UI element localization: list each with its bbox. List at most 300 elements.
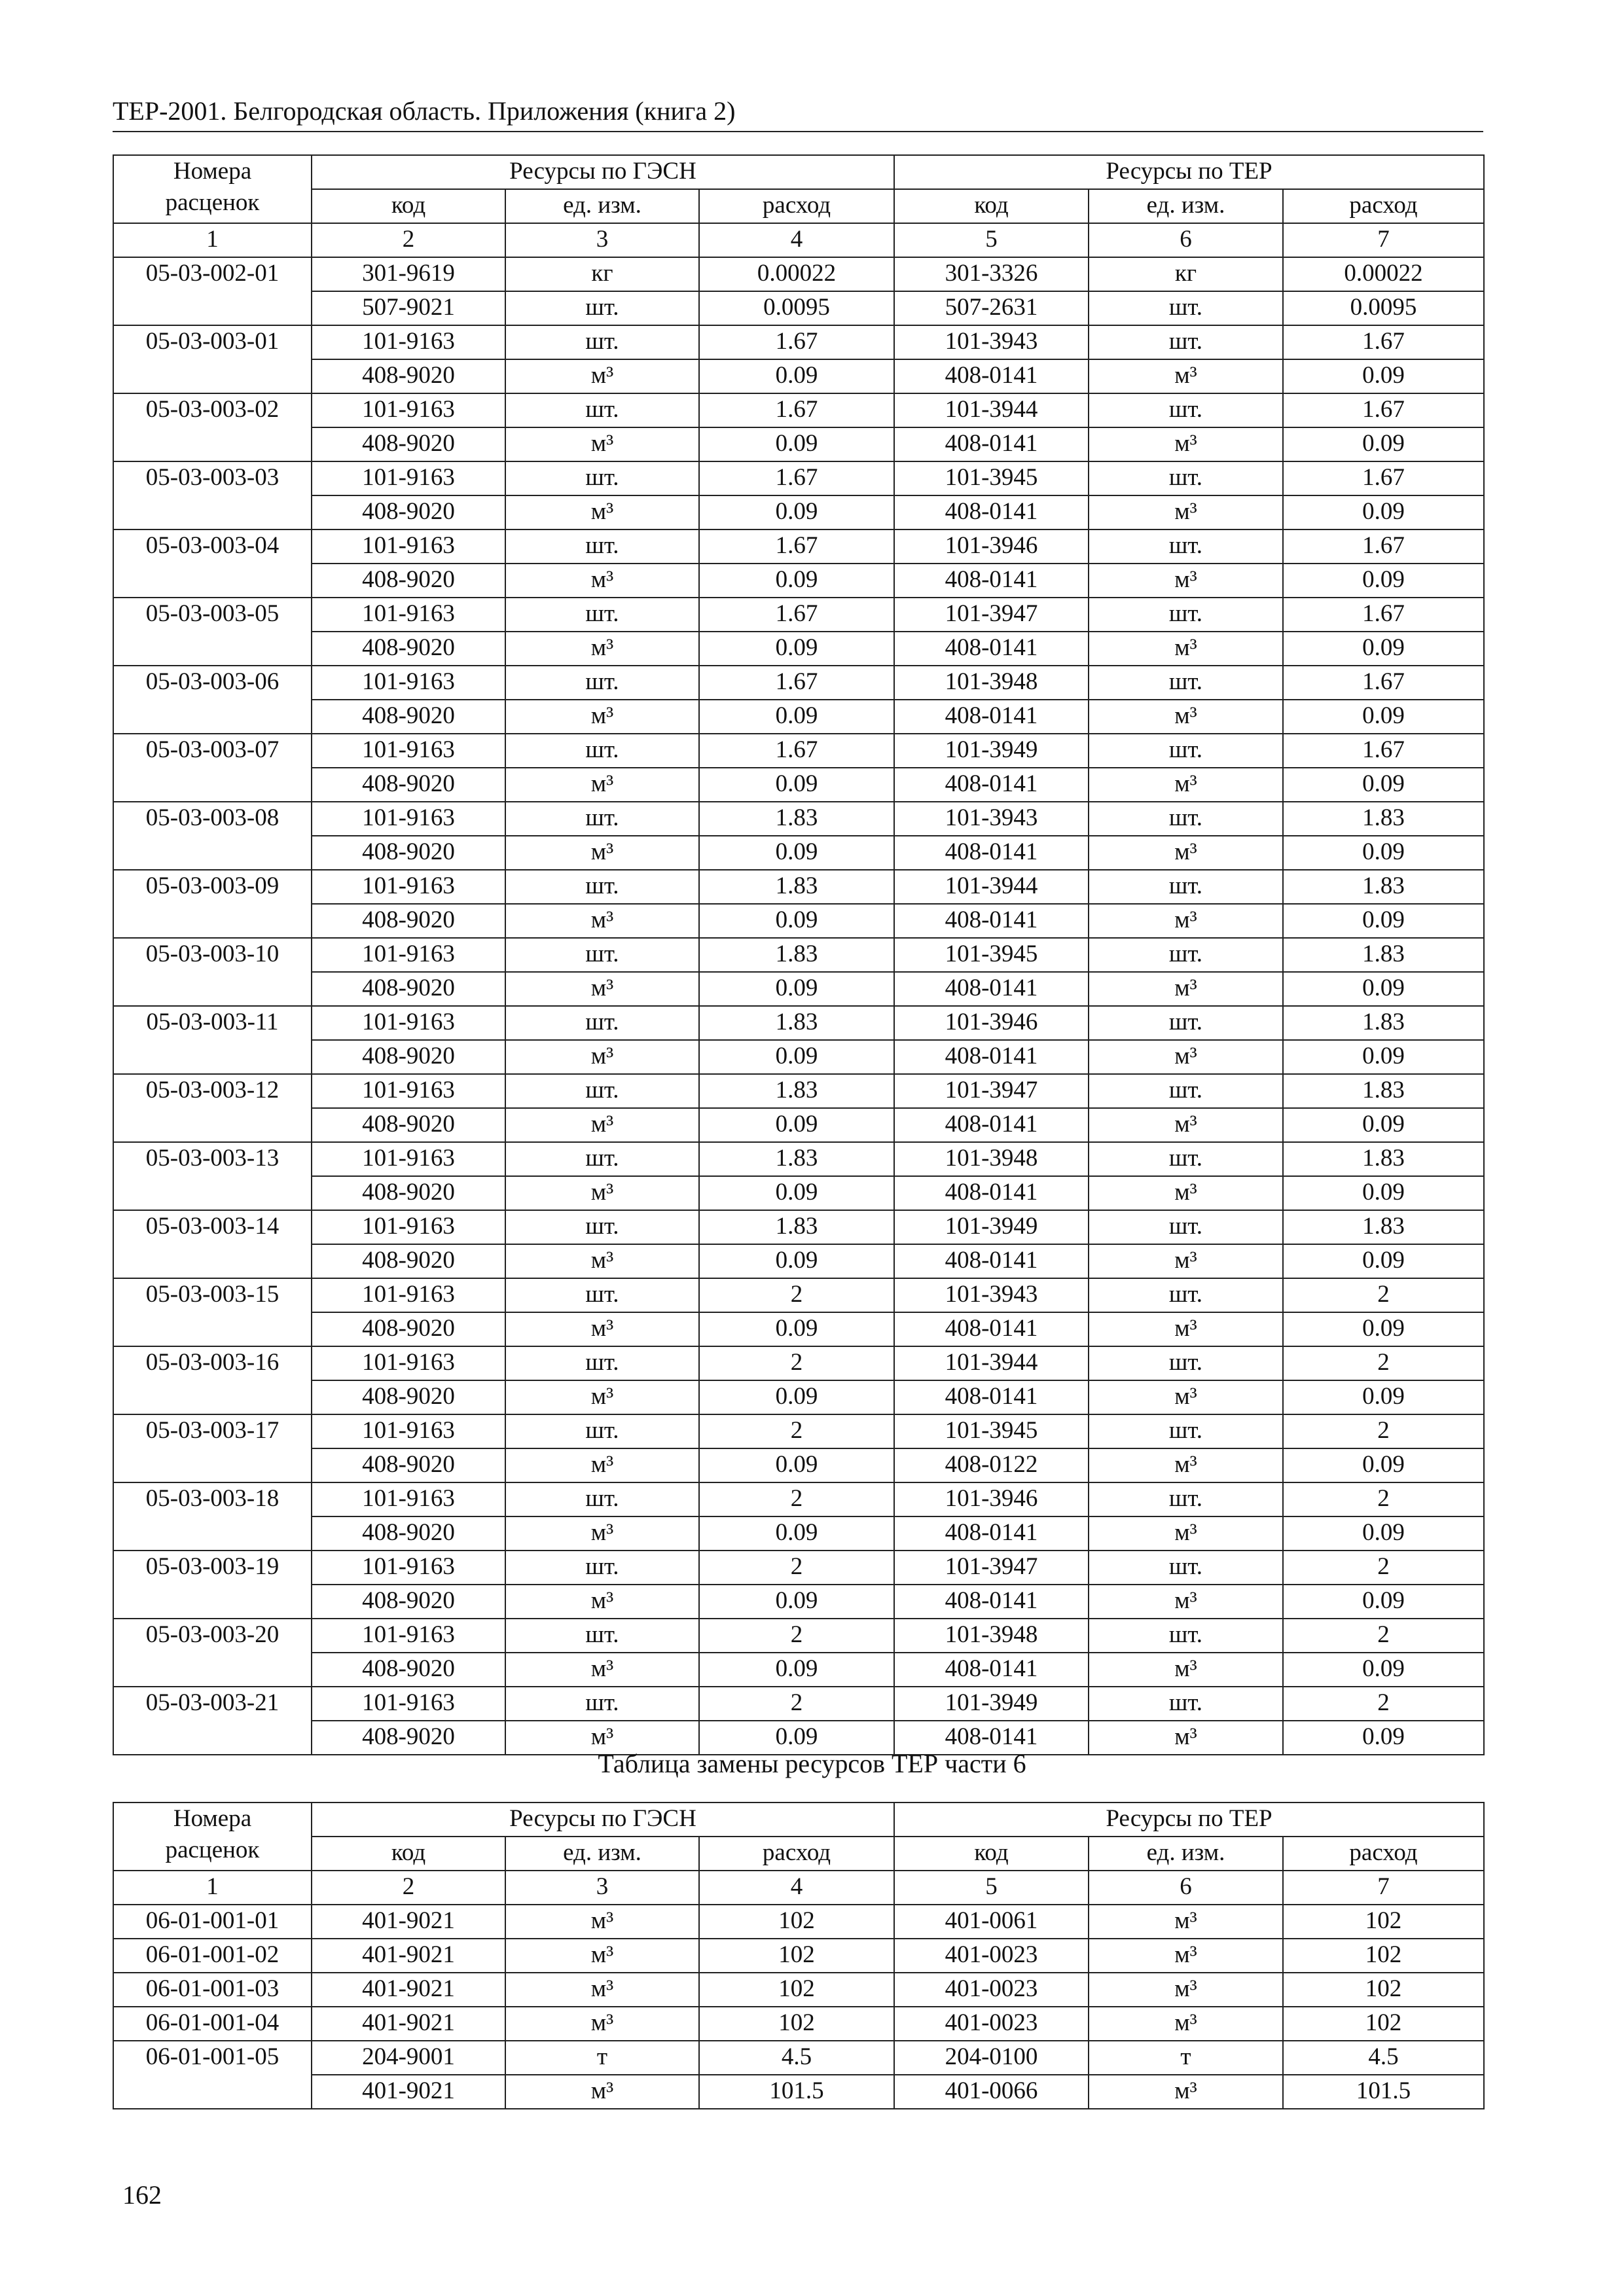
ter-consumption-cell: 0.09	[1283, 904, 1484, 938]
column-number: 2	[312, 223, 505, 257]
gesn-code-cell: 301-9619	[312, 257, 505, 291]
gesn-code-cell: 101-9163	[312, 802, 505, 836]
gesn-consumption-cell: 0.09	[699, 359, 894, 393]
column-number: 3	[505, 1871, 699, 1905]
gesn-unit-cell: м³	[505, 1448, 699, 1482]
ter-code-cell: 401-0066	[894, 2075, 1089, 2109]
header-rate-numbers	[113, 155, 312, 223]
gesn-consumption-cell: 0.09	[699, 1516, 894, 1551]
gesn-unit-cell: м³	[505, 1108, 699, 1142]
ter-code-cell: 408-0141	[894, 359, 1089, 393]
header-ter-resources: Ресурсы по ТЕР	[894, 1803, 1484, 1837]
gesn-consumption-cell: 4.5	[699, 2041, 894, 2075]
gesn-unit-cell: м³	[505, 1585, 699, 1619]
ter-unit-cell: м³	[1089, 1653, 1283, 1687]
gesn-consumption-cell: 1.67	[699, 666, 894, 700]
ter-consumption-cell: 2	[1283, 1687, 1484, 1721]
ter-consumption-cell: 0.09	[1283, 768, 1484, 802]
table-row	[113, 1973, 1484, 2007]
ter-code-cell: 408-0141	[894, 1721, 1089, 1755]
header-rate-numbers-line1: Номера	[173, 158, 252, 185]
gesn-consumption-cell: 0.09	[699, 564, 894, 598]
column-number: 7	[1283, 1871, 1484, 1905]
ter-consumption-cell: 0.09	[1283, 1244, 1484, 1278]
ter-code-cell: 101-3946	[894, 1482, 1089, 1516]
gesn-code-cell: 101-9163	[312, 1687, 505, 1721]
ter-consumption-cell: 101.5	[1283, 2075, 1484, 2109]
gesn-code-cell: 408-9020	[312, 1448, 505, 1482]
ter-unit-cell: шт.	[1089, 461, 1283, 495]
gesn-unit-cell: шт.	[505, 1482, 699, 1516]
ter-unit-cell: м³	[1089, 1108, 1283, 1142]
ter-consumption-cell: 0.09	[1283, 564, 1484, 598]
gesn-code-cell: 101-9163	[312, 393, 505, 427]
gesn-consumption-cell: 102	[699, 2007, 894, 2041]
gesn-consumption-cell: 1.67	[699, 393, 894, 427]
gesn-consumption-cell: 2	[699, 1278, 894, 1312]
gesn-consumption-cell: 0.09	[699, 1585, 894, 1619]
table-row	[113, 257, 1484, 291]
ter-code-cell: 204-0100	[894, 2041, 1089, 2075]
gesn-consumption-cell: 0.09	[699, 427, 894, 461]
table-row	[113, 904, 1484, 938]
header-gesn-unit: ед. изм.	[505, 189, 699, 223]
gesn-code-cell: 101-9163	[312, 1346, 505, 1380]
gesn-code-cell: 507-9021	[312, 291, 505, 325]
rate-number-cell: 05-03-003-15	[113, 1278, 312, 1346]
ter-unit-cell: м³	[1089, 1380, 1283, 1414]
ter-consumption-cell: 2	[1283, 1482, 1484, 1516]
header-gesn-code: код	[312, 1837, 505, 1871]
ter-code-cell: 408-0141	[894, 1108, 1089, 1142]
gesn-code-cell: 101-9163	[312, 870, 505, 904]
table-row	[113, 2075, 1484, 2109]
ter-unit-cell: м³	[1089, 1585, 1283, 1619]
column-number: 7	[1283, 223, 1484, 257]
gesn-consumption-cell: 1.83	[699, 1210, 894, 1244]
gesn-unit-cell: шт.	[505, 1278, 699, 1312]
ter-code-cell: 101-3949	[894, 1210, 1089, 1244]
gesn-consumption-cell: 1.67	[699, 529, 894, 564]
table-body	[113, 1905, 1484, 2109]
ter-code-cell: 408-0141	[894, 1653, 1089, 1687]
ter-unit-cell: шт.	[1089, 870, 1283, 904]
rate-number-cell: 05-03-003-06	[113, 666, 312, 734]
ter-consumption-cell: 0.09	[1283, 836, 1484, 870]
gesn-code-cell: 101-9163	[312, 1414, 505, 1448]
gesn-unit-cell: м³	[505, 427, 699, 461]
table-row	[113, 393, 1484, 427]
ter-code-cell: 101-3948	[894, 1619, 1089, 1653]
gesn-code-cell: 408-9020	[312, 1380, 505, 1414]
table-row	[113, 427, 1484, 461]
header-gesn-resources: Ресурсы по ГЭСН	[312, 1803, 894, 1837]
gesn-code-cell: 408-9020	[312, 1108, 505, 1142]
gesn-unit-cell: шт.	[505, 1551, 699, 1585]
header-gesn-consumption: расход	[699, 1837, 894, 1871]
header-divider	[113, 131, 1483, 132]
ter-code-cell: 408-0141	[894, 1312, 1089, 1346]
gesn-consumption-cell: 0.09	[699, 972, 894, 1006]
table-row	[113, 461, 1484, 495]
gesn-consumption-cell: 0.09	[699, 1176, 894, 1210]
header-ter-unit: ед. изм.	[1089, 1837, 1283, 1871]
ter-consumption-cell: 0.09	[1283, 1108, 1484, 1142]
gesn-unit-cell: шт.	[505, 461, 699, 495]
header-gesn-unit: ед. изм.	[505, 1837, 699, 1871]
ter-code-cell: 408-0141	[894, 1380, 1089, 1414]
ter-code-cell: 101-3945	[894, 461, 1089, 495]
gesn-unit-cell: шт.	[505, 325, 699, 359]
ter-code-cell: 101-3944	[894, 393, 1089, 427]
ter-code-cell: 101-3947	[894, 598, 1089, 632]
gesn-unit-cell: м³	[505, 2075, 699, 2109]
ter-unit-cell: м³	[1089, 2075, 1283, 2109]
gesn-code-cell: 101-9163	[312, 938, 505, 972]
rate-number-cell: 06-01-001-01	[113, 1905, 312, 1939]
gesn-code-cell: 401-9021	[312, 1939, 505, 1973]
ter-unit-cell: м³	[1089, 1905, 1283, 1939]
ter-consumption-cell: 0.09	[1283, 495, 1484, 529]
ter-unit-cell: шт.	[1089, 938, 1283, 972]
gesn-code-cell: 408-9020	[312, 1721, 505, 1755]
gesn-code-cell: 204-9001	[312, 2041, 505, 2075]
table-row	[113, 1516, 1484, 1551]
table-row	[113, 768, 1484, 802]
ter-unit-cell: т	[1089, 2041, 1283, 2075]
ter-unit-cell: шт.	[1089, 1346, 1283, 1380]
ter-unit-cell: шт.	[1089, 1551, 1283, 1585]
gesn-code-cell: 408-9020	[312, 564, 505, 598]
ter-code-cell: 101-3945	[894, 1414, 1089, 1448]
ter-code-cell: 408-0141	[894, 1244, 1089, 1278]
table-row	[113, 1551, 1484, 1585]
gesn-code-cell: 408-9020	[312, 1516, 505, 1551]
gesn-consumption-cell: 101.5	[699, 2075, 894, 2109]
header-gesn-resources: Ресурсы по ГЭСН	[312, 155, 894, 189]
ter-consumption-cell: 0.09	[1283, 427, 1484, 461]
ter-code-cell: 408-0141	[894, 1176, 1089, 1210]
gesn-unit-cell: шт.	[505, 393, 699, 427]
rate-number-cell: 05-03-003-12	[113, 1074, 312, 1142]
rate-number-cell: 05-03-003-09	[113, 870, 312, 938]
ter-unit-cell: м³	[1089, 1176, 1283, 1210]
ter-code-cell: 408-0141	[894, 972, 1089, 1006]
gesn-code-cell: 101-9163	[312, 1142, 505, 1176]
table-row	[113, 870, 1484, 904]
ter-unit-cell: шт.	[1089, 291, 1283, 325]
ter-unit-cell: шт.	[1089, 1074, 1283, 1108]
table-row	[113, 802, 1484, 836]
ter-unit-cell: м³	[1089, 1040, 1283, 1074]
header-ter-consumption: расход	[1283, 1837, 1484, 1871]
table-row	[113, 1176, 1484, 1210]
gesn-unit-cell: м³	[505, 1939, 699, 1973]
rate-number-cell: 05-03-003-02	[113, 393, 312, 461]
gesn-consumption-cell: 0.09	[699, 836, 894, 870]
column-number: 1	[113, 223, 312, 257]
gesn-unit-cell: шт.	[505, 1687, 699, 1721]
header-ter-unit: ед. изм.	[1089, 189, 1283, 223]
gesn-code-cell: 101-9163	[312, 1074, 505, 1108]
header-rate-numbers-line2: расценок	[165, 189, 260, 216]
table-row	[113, 836, 1484, 870]
table-row	[113, 1312, 1484, 1346]
ter-code-cell: 101-3943	[894, 1278, 1089, 1312]
ter-unit-cell: м³	[1089, 495, 1283, 529]
ter-code-cell: 101-3948	[894, 666, 1089, 700]
gesn-code-cell: 101-9163	[312, 1278, 505, 1312]
gesn-consumption-cell: 2	[699, 1414, 894, 1448]
ter-consumption-cell: 1.67	[1283, 666, 1484, 700]
table-row	[113, 734, 1484, 768]
rate-number-cell: 06-01-001-02	[113, 1939, 312, 1973]
ter-unit-cell: м³	[1089, 564, 1283, 598]
gesn-consumption-cell: 1.83	[699, 938, 894, 972]
ter-code-cell: 408-0141	[894, 1040, 1089, 1074]
table-row	[113, 2007, 1484, 2041]
ter-code-cell: 101-3949	[894, 734, 1089, 768]
ter-unit-cell: шт.	[1089, 1210, 1283, 1244]
ter-consumption-cell: 0.09	[1283, 1040, 1484, 1074]
table-row	[113, 1414, 1484, 1448]
ter-code-cell: 101-3943	[894, 325, 1089, 359]
gesn-code-cell: 408-9020	[312, 1244, 505, 1278]
ter-consumption-cell: 1.83	[1283, 802, 1484, 836]
gesn-consumption-cell: 0.09	[699, 1380, 894, 1414]
ter-consumption-cell: 0.09	[1283, 1176, 1484, 1210]
ter-code-cell: 408-0141	[894, 904, 1089, 938]
ter-code-cell: 101-3946	[894, 529, 1089, 564]
ter-code-cell: 101-3945	[894, 938, 1089, 972]
ter-consumption-cell: 0.09	[1283, 1380, 1484, 1414]
gesn-consumption-cell: 0.09	[699, 1448, 894, 1482]
rate-number-cell: 05-03-003-16	[113, 1346, 312, 1414]
ter-consumption-cell: 1.67	[1283, 734, 1484, 768]
gesn-consumption-cell: 0.09	[699, 1244, 894, 1278]
gesn-consumption-cell: 1.83	[699, 1142, 894, 1176]
column-number: 2	[312, 1871, 505, 1905]
gesn-unit-cell: шт.	[505, 598, 699, 632]
ter-unit-cell: шт.	[1089, 1006, 1283, 1040]
gesn-unit-cell: м³	[505, 632, 699, 666]
ter-unit-cell: м³	[1089, 768, 1283, 802]
ter-unit-cell: м³	[1089, 1973, 1283, 2007]
table-row	[113, 359, 1484, 393]
ter-consumption-cell: 102	[1283, 1939, 1484, 1973]
gesn-code-cell: 408-9020	[312, 904, 505, 938]
header-rate-numbers	[113, 1803, 312, 1871]
gesn-unit-cell: м³	[505, 2007, 699, 2041]
gesn-consumption-cell: 1.67	[699, 734, 894, 768]
gesn-unit-cell: м³	[505, 904, 699, 938]
gesn-unit-cell: м³	[505, 1312, 699, 1346]
ter-code-cell: 101-3944	[894, 1346, 1089, 1380]
ter-consumption-cell: 0.09	[1283, 972, 1484, 1006]
table-row	[113, 1619, 1484, 1653]
rate-number-cell: 05-03-003-14	[113, 1210, 312, 1278]
rate-number-cell: 05-03-003-17	[113, 1414, 312, 1482]
ter-unit-cell: м³	[1089, 1939, 1283, 1973]
gesn-consumption-cell: 1.83	[699, 1074, 894, 1108]
ter-unit-cell: м³	[1089, 904, 1283, 938]
ter-unit-cell: шт.	[1089, 666, 1283, 700]
ter-code-cell: 408-0141	[894, 1585, 1089, 1619]
header-ter-consumption: расход	[1283, 189, 1484, 223]
gesn-unit-cell: шт.	[505, 734, 699, 768]
ter-consumption-cell: 102	[1283, 2007, 1484, 2041]
gesn-code-cell: 408-9020	[312, 1312, 505, 1346]
gesn-code-cell: 401-9021	[312, 2007, 505, 2041]
gesn-consumption-cell: 0.09	[699, 768, 894, 802]
gesn-unit-cell: шт.	[505, 1619, 699, 1653]
ter-consumption-cell: 2	[1283, 1414, 1484, 1448]
column-number: 4	[699, 1871, 894, 1905]
header-rate-numbers-line1: Номера	[173, 1805, 252, 1832]
gesn-unit-cell: шт.	[505, 1346, 699, 1380]
table-row	[113, 1482, 1484, 1516]
ter-code-cell: 101-3947	[894, 1074, 1089, 1108]
ter-consumption-cell: 0.0095	[1283, 291, 1484, 325]
ter-code-cell: 301-3326	[894, 257, 1089, 291]
table-row	[113, 325, 1484, 359]
table-row	[113, 1142, 1484, 1176]
table-row	[113, 1905, 1484, 1939]
ter-code-cell: 101-3947	[894, 1551, 1089, 1585]
gesn-unit-cell: шт.	[505, 529, 699, 564]
ter-unit-cell: шт.	[1089, 734, 1283, 768]
table-row	[113, 291, 1484, 325]
ter-consumption-cell: 0.09	[1283, 1516, 1484, 1551]
gesn-code-cell: 408-9020	[312, 836, 505, 870]
ter-consumption-cell: 4.5	[1283, 2041, 1484, 2075]
ter-code-cell: 401-0023	[894, 1939, 1089, 1973]
ter-unit-cell: шт.	[1089, 529, 1283, 564]
ter-consumption-cell: 0.09	[1283, 1448, 1484, 1482]
gesn-consumption-cell: 1.83	[699, 870, 894, 904]
gesn-consumption-cell: 2	[699, 1551, 894, 1585]
rate-number-cell: 06-01-001-03	[113, 1973, 312, 2007]
gesn-consumption-cell: 0.09	[699, 632, 894, 666]
header-ter-code: код	[894, 189, 1089, 223]
table-row	[113, 1687, 1484, 1721]
ter-consumption-cell: 1.67	[1283, 529, 1484, 564]
rate-number-cell: 05-03-003-08	[113, 802, 312, 870]
gesn-unit-cell: шт.	[505, 1074, 699, 1108]
ter-code-cell: 101-3948	[894, 1142, 1089, 1176]
table-row	[113, 666, 1484, 700]
ter-unit-cell: шт.	[1089, 1619, 1283, 1653]
ter-code-cell: 408-0141	[894, 495, 1089, 529]
rate-number-cell: 05-03-003-18	[113, 1482, 312, 1551]
gesn-consumption-cell: 1.67	[699, 325, 894, 359]
table-row	[113, 700, 1484, 734]
gesn-unit-cell: м³	[505, 972, 699, 1006]
gesn-code-cell: 408-9020	[312, 768, 505, 802]
gesn-unit-cell: шт.	[505, 938, 699, 972]
gesn-unit-cell: м³	[505, 359, 699, 393]
gesn-unit-cell: шт.	[505, 666, 699, 700]
table-row	[113, 632, 1484, 666]
column-number: 6	[1089, 1871, 1283, 1905]
header-gesn-consumption: расход	[699, 189, 894, 223]
ter-code-cell: 408-0141	[894, 427, 1089, 461]
gesn-unit-cell: шт.	[505, 870, 699, 904]
gesn-code-cell: 408-9020	[312, 1176, 505, 1210]
ter-unit-cell: м³	[1089, 1721, 1283, 1755]
table-row	[113, 1939, 1484, 1973]
table-body	[113, 257, 1484, 1755]
gesn-code-cell: 101-9163	[312, 598, 505, 632]
gesn-consumption-cell: 0.0095	[699, 291, 894, 325]
ter-code-cell: 401-0061	[894, 1905, 1089, 1939]
ter-unit-cell: шт.	[1089, 325, 1283, 359]
table-row	[113, 2041, 1484, 2075]
gesn-unit-cell: шт.	[505, 1210, 699, 1244]
gesn-code-cell: 101-9163	[312, 1619, 505, 1653]
table-row	[113, 1244, 1484, 1278]
gesn-code-cell: 101-9163	[312, 1006, 505, 1040]
header-gesn-code: код	[312, 189, 505, 223]
gesn-unit-cell: м³	[505, 495, 699, 529]
table-row	[113, 598, 1484, 632]
header-ter-resources: Ресурсы по ТЕР	[894, 155, 1484, 189]
gesn-consumption-cell: 102	[699, 1973, 894, 2007]
gesn-unit-cell: м³	[505, 1721, 699, 1755]
ter-code-cell: 408-0141	[894, 564, 1089, 598]
resource-replacement-table-part6	[113, 1802, 1485, 2109]
gesn-unit-cell: м³	[505, 1244, 699, 1278]
ter-unit-cell: шт.	[1089, 802, 1283, 836]
rate-number-cell: 05-03-003-11	[113, 1006, 312, 1074]
table-row	[113, 1210, 1484, 1244]
ter-code-cell: 101-3946	[894, 1006, 1089, 1040]
ter-consumption-cell: 0.09	[1283, 359, 1484, 393]
gesn-code-cell: 101-9163	[312, 666, 505, 700]
ter-code-cell: 401-0023	[894, 1973, 1089, 2007]
ter-code-cell: 408-0141	[894, 836, 1089, 870]
ter-code-cell: 408-0141	[894, 700, 1089, 734]
table-row	[113, 1585, 1484, 1619]
table-row	[113, 1278, 1484, 1312]
gesn-consumption-cell: 0.00022	[699, 257, 894, 291]
ter-consumption-cell: 2	[1283, 1346, 1484, 1380]
rate-number-cell: 05-03-003-04	[113, 529, 312, 598]
gesn-code-cell: 101-9163	[312, 1551, 505, 1585]
gesn-unit-cell: т	[505, 2041, 699, 2075]
header-ter-code: код	[894, 1837, 1089, 1871]
gesn-unit-cell: м³	[505, 700, 699, 734]
column-number: 4	[699, 223, 894, 257]
ter-consumption-cell: 2	[1283, 1551, 1484, 1585]
ter-consumption-cell: 0.09	[1283, 1721, 1484, 1755]
rate-number-cell: 05-03-003-10	[113, 938, 312, 1006]
column-number: 5	[894, 223, 1089, 257]
gesn-code-cell: 101-9163	[312, 461, 505, 495]
ter-consumption-cell: 0.00022	[1283, 257, 1484, 291]
gesn-unit-cell: шт.	[505, 1006, 699, 1040]
header-rate-numbers-line2: расценок	[165, 1837, 260, 1863]
gesn-consumption-cell: 2	[699, 1619, 894, 1653]
gesn-code-cell: 401-9021	[312, 2075, 505, 2109]
rate-number-cell: 05-03-003-20	[113, 1619, 312, 1687]
ter-consumption-cell: 1.83	[1283, 1142, 1484, 1176]
ter-unit-cell: м³	[1089, 1516, 1283, 1551]
gesn-unit-cell: м³	[505, 1040, 699, 1074]
table-row	[113, 1074, 1484, 1108]
gesn-unit-cell: шт.	[505, 802, 699, 836]
gesn-consumption-cell: 2	[699, 1687, 894, 1721]
